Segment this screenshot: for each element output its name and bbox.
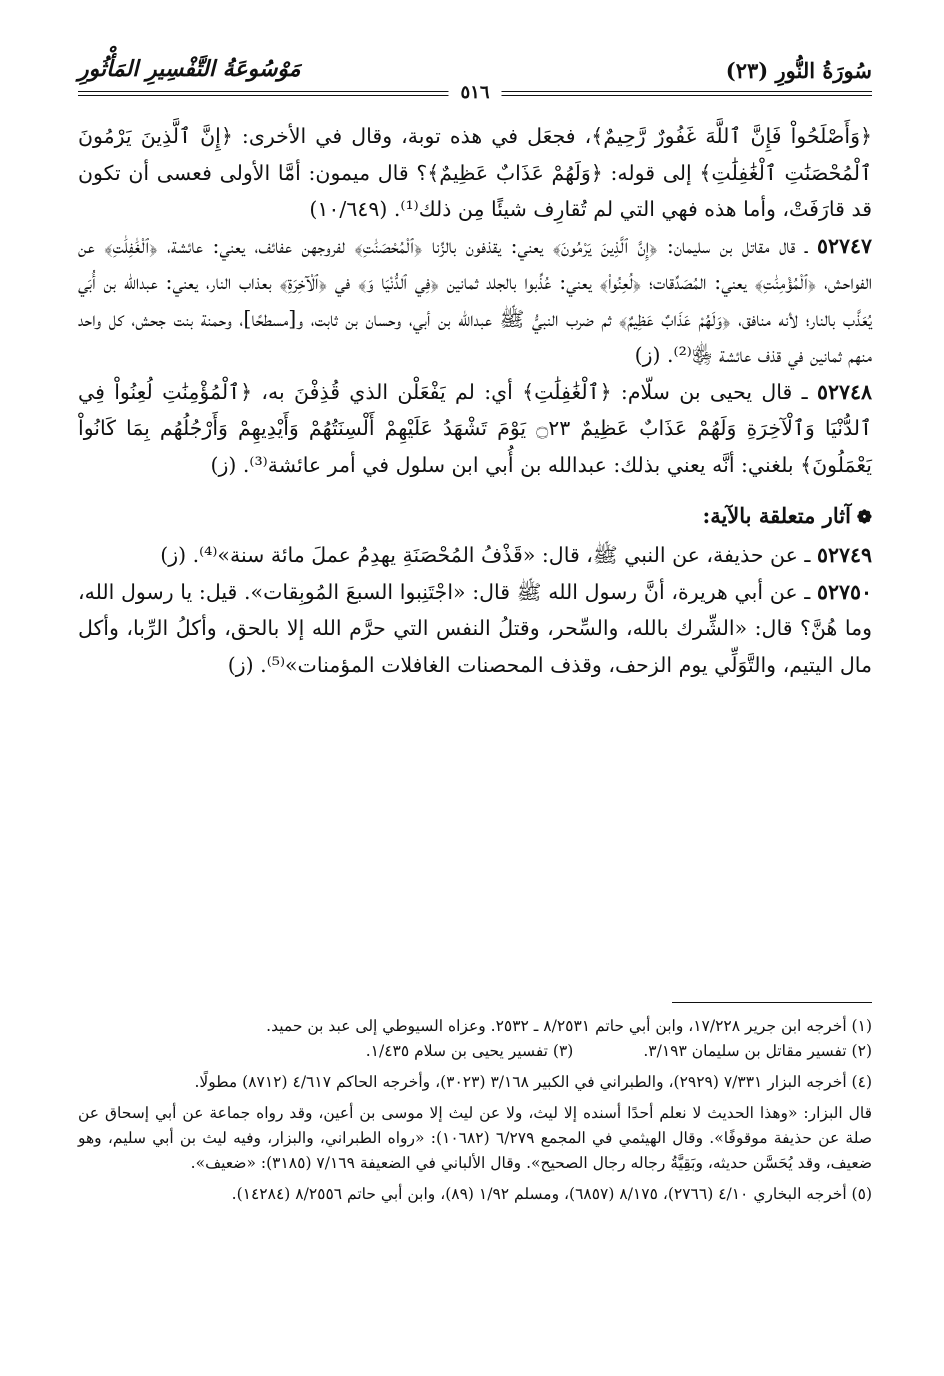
report-number: ٥٢٧٤٨: [816, 379, 872, 404]
footnote-1: (١) أخرجه ابن جرير ١٧/٢٢٨، وابن أبي حاتم ٨/٢٥٣١ ـ ٢٥٣٢. وعزاه السيوطي إلى عبد بن حميد.: [266, 1017, 872, 1035]
paragraph-52749: ٥٢٧٤٩ ـ عن حذيفة، عن النبي ﷺ، قال: «قَذْفُ المُحْصَنَةِ يهدِمُ عملَ مائة سنة»⁽⁴⁾. (ز): [160, 543, 872, 567]
paragraph-52747: ٥٢٧٤٧ ـ قال مقاتل بن سليمان: ﴿إِنَّ ٱلَّذِينَ يَرْمُونَ﴾ يعني: يقذفون بالزِّنا ﴿ٱلْمُحْصَنَٰتِ﴾ لفروجهن عفائف، يعني: عائشة، ﴿ٱلْغَٰفِلَٰتِ﴾ عن الفواحش، ﴿ٱلْمُؤْمِنَٰتِ﴾ يعني: المُصَدِّقات؛ ﴿لُعِنُواْ﴾ يعني: عُذِّبوا بالجلد ثمانين ﴿فِي ٱلدُّنْيَا وَ﴾ في ﴿ٱلْآخِرَةِ﴾ بعذاب النار، يعني: عبدالله بن أُبَي يُعَذَّب بالنار؛ لأنه منافق، ﴿وَلَهُمْ عَذَابٌ عَظِيمٌ﴾ ثم ضرب النبيُّ ﷺ عبدالله بن أبي، وحسان بن ثابت، و[مسطحًا]، وحمنة بنت جحش، كل واحد منهم ثمانين في قذف عائشة ﵂⁽²⁾. (ز): [78, 233, 872, 367]
footnote-5: (٥) أخرجه البخاري ٤/١٠ (٢٧٦٦)، ٨/١٧٥ (٦٨٥٧)، ومسلم ١/٩٢ (٨٩)، وابن أبي حاتم ٨/٢٥٥٦ (١٤٢٨٤).: [231, 1185, 872, 1203]
report-number: ٥٢٧٥٠: [816, 579, 872, 604]
footnote-3: (٣) تفسير يحيى بن سلام ١/٤٣٥.: [365, 1042, 574, 1060]
flower-ornament-icon: ❁: [856, 507, 872, 528]
section-title: ❁آثار متعلقة بالآية:: [702, 503, 872, 528]
paragraph-52750: ٥٢٧٥٠ ـ عن أبي هريرة، أنَّ رسول الله ﷺ قال: «اجْتَنِبوا السبعَ المُوبِقات». قيل: يا رسول الله، وما هُنَّ؟ قال: «الشِّرك بالله، والسِّحر، وقتلُ النفس التي حرَّم الله إلا بالحق، وأكلُ الرِّبا، وأكل مال اليتيم، والتَّوَلِّي يوم الزحف، وقذف المحصنات الغافلات المؤمنات»⁽⁵⁾. (ز): [78, 579, 872, 677]
footnotes: [78, 1014, 872, 1207]
page-number: ٥١٦: [448, 82, 501, 103]
footnote-separator: [672, 1002, 872, 1003]
paragraph-52748: ٥٢٧٤٨ ـ قال يحيى بن سلّام: ﴿ٱلْغَٰفِلَٰتِ﴾ أي: لم يَفْعَلْن الذي قُذِفْنَ به، ﴿ٱلْمُؤْمِنَٰتِ لُعِنُواْ فِي ٱلدُّنْيَا وَٱلْآخِرَةِ وَلَهُمْ عَذَابٌ عَظِيمٌ ۝٢٣ يَوْمَ تَشْهَدُ عَلَيْهِمْ أَلْسِنَتُهُمْ وَأَيْدِيهِمْ وَأَرْجُلُهُم بِمَا كَانُواْ يَعْمَلُونَ﴾ بلغني: أنَّه يعني بذلك: عبدالله بن أُبي ابن سلول في أمر عائشة⁽³⁾. (ز): [78, 379, 872, 477]
surah-title: سُورَةُ النُّورِ (٢٣): [725, 58, 872, 83]
paragraph-continuation: ﴿وَأَصْلَحُواْ فَإِنَّ ٱللَّهَ غَفُورٌ رَّحِيمٌ﴾، فجعَل في هذه توبة، وقال في الأخرى: ﴿إِنَّ ٱلَّذِينَ يَرْمُونَ ٱلْمُحْصَنَٰتِ ٱلْغَٰفِلَٰتِ﴾ إلى قوله: ﴿وَلَهُمْ عَذَابٌ عَظِيمٌ﴾؟ قال ميمون: أمَّا الأولى فعسى أن تكون قد قارَفَتْ، وأما هذه فهي التي لم تُقارِف شيئًا مِن ذلك⁽¹⁾. (١٠/٦٤٩): [78, 124, 872, 221]
footnote-4: (٤) أخرجه البزار ٧/٣٣١ (٢٩٢٩)، والطبراني في الكبير ٣/١٦٨ (٣٠٢٣)، وأخرجه الحاكم ٤/٦١٧ (٨٧١٢) مطولًا.: [194, 1073, 872, 1091]
page-header: [78, 56, 872, 103]
report-number: ٥٢٧٤٧: [816, 233, 872, 258]
main-text: [78, 118, 872, 683]
report-number: ٥٢٧٤٩: [816, 543, 872, 567]
footnote-2: (٢) تفسير مقاتل بن سليمان ٣/١٩٣.: [643, 1042, 872, 1060]
book-title: مَوْسُوعَةُ التَّفْسِيرِ المَأْثُورِ: [78, 56, 301, 82]
footnote-row-2-3: [78, 1039, 872, 1064]
footnote-4-comment: قال البزار: «وهذا الحديث لا نعلم أحدًا أسنده إلا ليث، ولا عن ليث إلا موسى بن أعين، وقد رواه جماعة عن أبي إسحاق عن صلة عن حذيفة موقوفًا». وقال الهيثمي في المجمع ٦/٢٧٩ (١٠٦٨٢): «رواه الطبراني، والبزار، وفيه ليث بن أبي سليم، وهو ضعيف، وقد يُحَسَّن حديثه، وبَقِيَّةُ رجاله رجال الصحيح». وقال الألباني في الضعيفة ٧/١٦٩ (٣١٨٥): «ضعيف».: [78, 1104, 873, 1172]
